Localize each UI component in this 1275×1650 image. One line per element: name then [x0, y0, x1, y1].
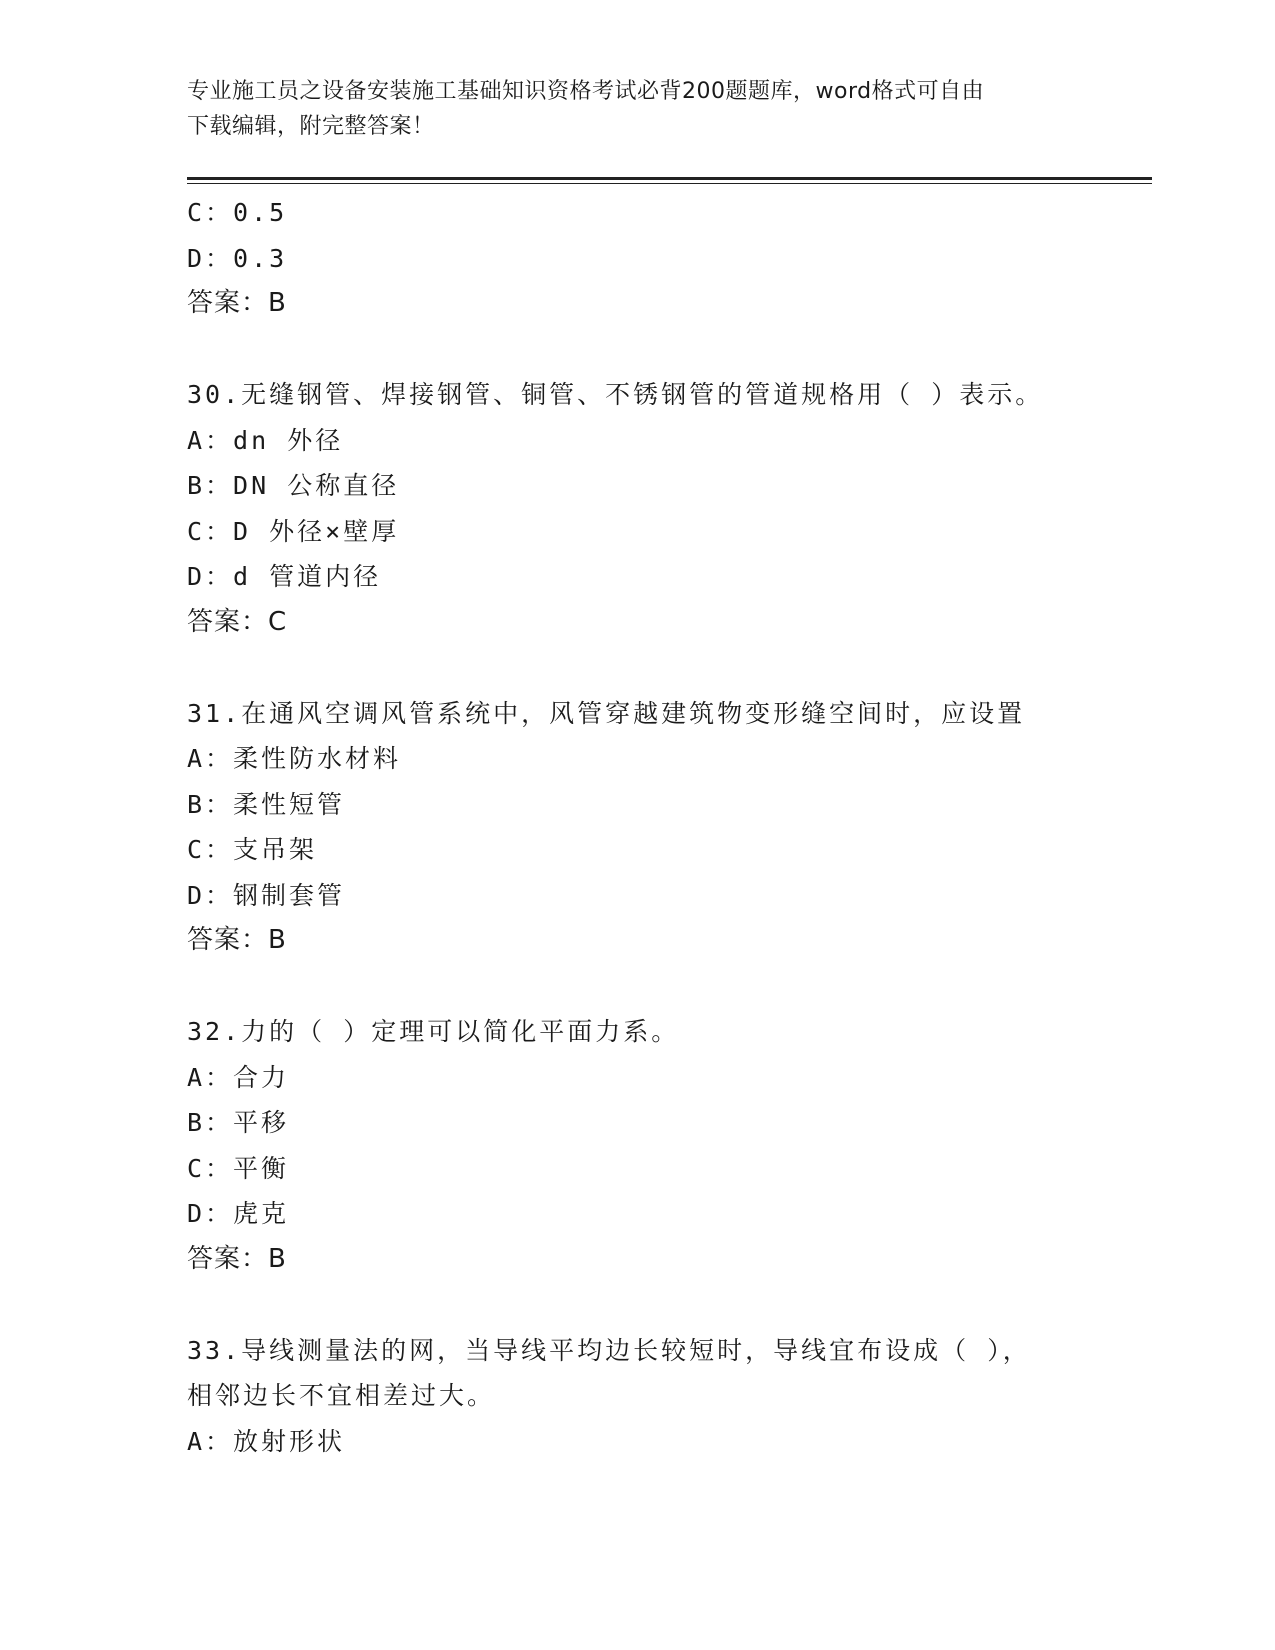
spacer	[187, 964, 1147, 1010]
option: A：柔性防水材料	[187, 744, 402, 773]
option: C：支吊架	[187, 835, 318, 864]
answer: 答案：C	[187, 606, 288, 637]
question-text: 32.力的（ ）定理可以简化平面力系。	[187, 1017, 680, 1046]
option: D：0.3	[187, 243, 288, 273]
option: D：d 管道内径	[187, 562, 382, 591]
header-divider-thin	[187, 183, 1152, 184]
spacer	[187, 1282, 1147, 1328]
question-content	[187, 190, 1147, 1464]
question-text: 31.在通风空调风管系统中，风管穿越建筑物变形缝空间时，应设置	[187, 698, 1026, 728]
spacer	[187, 327, 1147, 373]
option: B：柔性短管	[187, 789, 346, 819]
option: D：钢制套管	[187, 880, 346, 910]
question-text: 30.无缝钢管、焊接钢管、铜管、不锈钢管的管道规格用（ ）表示。	[187, 380, 1044, 409]
header-line-2: 下载编辑，附完整答案！	[187, 114, 435, 139]
option: D：虎克	[187, 1199, 290, 1228]
document-header	[187, 74, 1087, 144]
question-text: 33.导线测量法的网，当导线平均边长较短时，导线宜布设成（ ），	[187, 1335, 1031, 1365]
option: B：平移	[187, 1108, 290, 1137]
answer: 答案：B	[187, 925, 287, 955]
question-text-continued: 相邻边长不宜相差过大。	[187, 1381, 496, 1410]
option: A：dn 外径	[187, 425, 344, 455]
spacer	[187, 645, 1147, 691]
header-line-1: 专业施工员之设备安装施工基础知识资格考试必背200题题库，word格式可自由	[187, 79, 985, 104]
option: C：0.5	[187, 198, 288, 227]
option: A：合力	[187, 1062, 290, 1092]
answer: 答案：B	[187, 288, 287, 318]
option: C：平衡	[187, 1153, 290, 1183]
option: C：D 外径×壁厚	[187, 516, 400, 546]
header-divider-thick	[187, 177, 1152, 180]
option: B：DN 公称直径	[187, 471, 400, 500]
answer: 答案：B	[187, 1243, 287, 1274]
option: A：放射形状	[187, 1426, 346, 1456]
